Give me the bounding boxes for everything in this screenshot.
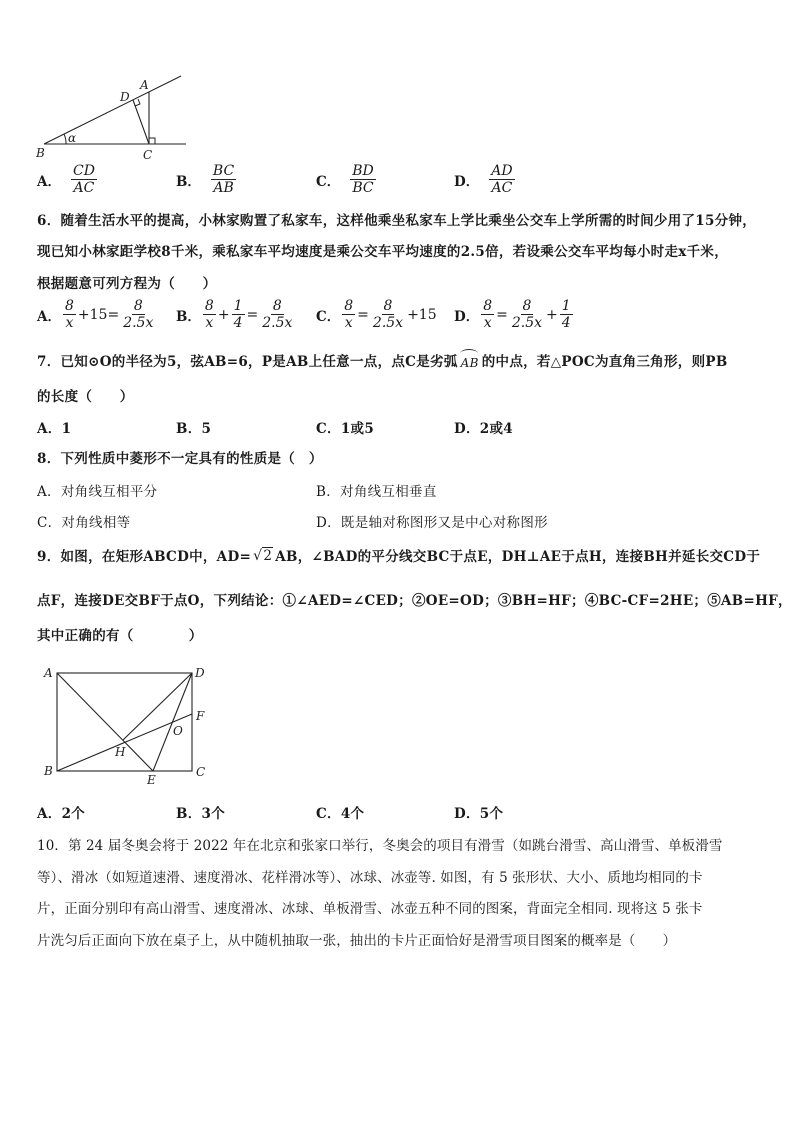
- q8-option-b[interactable]: B．对角线互相垂直: [316, 484, 437, 500]
- q8-option-c[interactable]: C．对角线相等: [37, 515, 131, 531]
- q5-option-a-label: A．: [37, 173, 61, 190]
- q7-line-2: 的长度（ ）: [37, 389, 134, 405]
- q10-line-1: 10．第 24 届冬奥会将于 2022 年在北京和张家口举行，冬奥会的项目有滑雪（如跳台滑雪、高山滑雪、单板滑雪: [37, 838, 723, 854]
- q5-option-b-label: B．: [176, 173, 201, 190]
- q6-option-a-op: +15=: [77, 306, 120, 323]
- q5-label-d: D: [120, 90, 130, 104]
- q9-line-1b: AB，∠BAD的平分线交BC于点E，DH⊥AE于点H，连接BH并延长交CD于: [275, 549, 761, 565]
- q5-option-a-fraction: $\frac{CD}{AC}$: [72, 163, 95, 196]
- q6-option-c-eq: =: [357, 306, 369, 323]
- q9-option-c[interactable]: C．4个: [316, 806, 365, 822]
- q9-option-b[interactable]: B．3个: [176, 806, 226, 822]
- q6-option-d-label: D．: [454, 308, 480, 325]
- q9-label-h: H: [115, 745, 126, 759]
- q5-option-b-fraction: $\frac{BC}{AB}$: [212, 163, 235, 196]
- q5-option-a[interactable]: [37, 163, 97, 196]
- q5-option-d-label: D．: [454, 173, 480, 190]
- q9-line-2: 点F，连接DE交BF于点O，下列结论：①∠AED=∠CED；②OE=OD；③BH=HF；④BC-CF=2HE；⑤AB=HF，: [37, 593, 792, 609]
- q6-option-d[interactable]: [454, 298, 573, 331]
- q5-diagram: [36, 72, 196, 162]
- q9-line-1a: 9．如图，在矩形ABCD中，AD=: [37, 549, 252, 565]
- q5-right-angle-d: [135, 99, 140, 106]
- q6-option-a[interactable]: [37, 298, 155, 331]
- q7-line-1b: 的中点，若△POC为直角三角形，则PB: [481, 354, 728, 370]
- q9-label-c: C: [196, 765, 206, 779]
- q10-line-4: 片洗匀后正面向下放在桌子上，从中随机抽取一张，抽出的卡片正面恰好是滑雪项目图案的概率是（ ）: [37, 933, 677, 949]
- q5-right-angle-c: [149, 138, 155, 144]
- q6-option-c[interactable]: [316, 298, 437, 331]
- q9-sqrt-radicand: 2: [263, 547, 273, 564]
- q6-option-d-frac2: $\frac{8}{2.5x}$: [511, 298, 543, 331]
- q6-option-b-frac3: $\frac{8}{2.5x}$: [262, 298, 293, 331]
- q5-option-c-label: C．: [316, 173, 341, 190]
- q6-option-d-frac3: $\frac{1}{4}$: [561, 298, 571, 331]
- q5-option-c-fraction: $\frac{BD}{BC}$: [352, 163, 374, 196]
- q10-line-2: 等）、滑冰（如短道速滑、速度滑冰、花样滑冰等）、冰球、冰壶等. 如图，有 5 张形状、大小、质地均相同的卡: [37, 870, 703, 886]
- q6-option-b-label: B．: [176, 308, 201, 325]
- q7-arc-mark: [460, 349, 478, 358]
- q5-label-c: C: [143, 148, 153, 162]
- q5-option-c[interactable]: [316, 163, 376, 196]
- q8-line-1: 8．下列性质中菱形不一定具有的性质是（ ）: [37, 451, 323, 467]
- q9-line-3: 其中正确的有（ ）: [37, 628, 203, 644]
- q6-option-c-frac1: $\frac{8}{x}$: [344, 298, 354, 331]
- q9-option-d[interactable]: D．5个: [454, 806, 504, 822]
- q6-option-a-label: A．: [37, 308, 61, 325]
- q6-line-3: 根据题意可列方程为（ ）: [37, 276, 217, 292]
- q6-line-2: 现已知小林家距学校8千米，乘私家车平均速度是乘公交车平均速度的2.5倍，若设乘公交车平均每小时走x千米，: [37, 244, 729, 260]
- q6-option-b-frac1: $\frac{8}{x}$: [204, 298, 214, 331]
- q6-option-b-op: +: [217, 306, 230, 323]
- q9-label-a: A: [44, 666, 53, 680]
- q6-option-d-op: +: [546, 306, 558, 323]
- q9-label-o: O: [173, 724, 183, 738]
- q5-label-alpha: α: [68, 131, 77, 145]
- q9-segment-bf: [57, 714, 192, 771]
- q6-option-c-label: C．: [316, 308, 341, 325]
- q9-line-1: [37, 545, 760, 565]
- q5-option-d-fraction: $\frac{AD}{AC}$: [491, 163, 513, 196]
- q7-arc-ab: AB: [461, 356, 479, 370]
- q6-option-a-frac1: $\frac{8}{x}$: [64, 298, 74, 331]
- q5-label-b: B: [36, 146, 45, 160]
- q7-line-1: [37, 350, 728, 370]
- q5-angle-arc: [64, 134, 66, 144]
- q7-line-1a: 7．已知⊙O的半径为5，弦AB=6，P是AB上任意一点，点C是劣弧: [37, 354, 458, 370]
- q8-option-a[interactable]: A．对角线互相平分: [37, 484, 158, 500]
- q9-sqrt: [253, 547, 273, 564]
- q9-label-b: B: [44, 764, 53, 778]
- q9-sqrt-sign: √: [253, 547, 263, 564]
- q5-option-d[interactable]: [454, 163, 515, 196]
- q9-option-a[interactable]: A．2个: [37, 806, 86, 822]
- q5-label-a: A: [140, 78, 149, 92]
- q7-option-b[interactable]: B．5: [176, 421, 212, 437]
- q6-option-b-frac2: $\frac{1}{4}$: [233, 298, 243, 331]
- q5-option-b[interactable]: [176, 163, 236, 196]
- q5-ray-ba: [44, 76, 181, 144]
- q6-option-c-tail: +15: [407, 306, 437, 323]
- q9-label-d: D: [195, 666, 205, 680]
- q7-option-a[interactable]: A．1: [37, 421, 72, 437]
- q10-line-3: 片，正面分别印有高山滑雪、速度滑冰、冰球、单板滑雪、冰壶五种不同的图案，背面完全相同. 现将这 5 张卡: [37, 901, 703, 917]
- q7-option-c[interactable]: C．1或5: [316, 421, 375, 437]
- q9-label-f: F: [196, 709, 205, 723]
- q7-option-d[interactable]: D．2或4: [454, 421, 513, 437]
- q6-option-c-frac2: $\frac{8}{2.5x}$: [372, 298, 404, 331]
- q6-option-d-eq: =: [496, 306, 508, 323]
- q6-option-d-frac1: $\frac{8}{x}$: [483, 298, 493, 331]
- q5-segment-dc: [133, 100, 149, 144]
- q6-option-b[interactable]: [176, 298, 294, 331]
- q8-option-d[interactable]: D．既是轴对称图形又是中心对称图形: [316, 515, 548, 531]
- q9-diagram: [38, 660, 218, 790]
- q6-option-a-frac2: $\frac{8}{2.5x}$: [123, 298, 154, 331]
- q9-segment-ae: [57, 673, 153, 771]
- q6-line-1: 6．随着生活水平的提高，小林家购置了私家车，这样他乘坐私家车上学比乘坐公交车上学所需的时间少用了15分钟，: [37, 213, 757, 229]
- q9-label-e: E: [147, 773, 156, 787]
- q6-option-b-eq: =: [246, 306, 259, 323]
